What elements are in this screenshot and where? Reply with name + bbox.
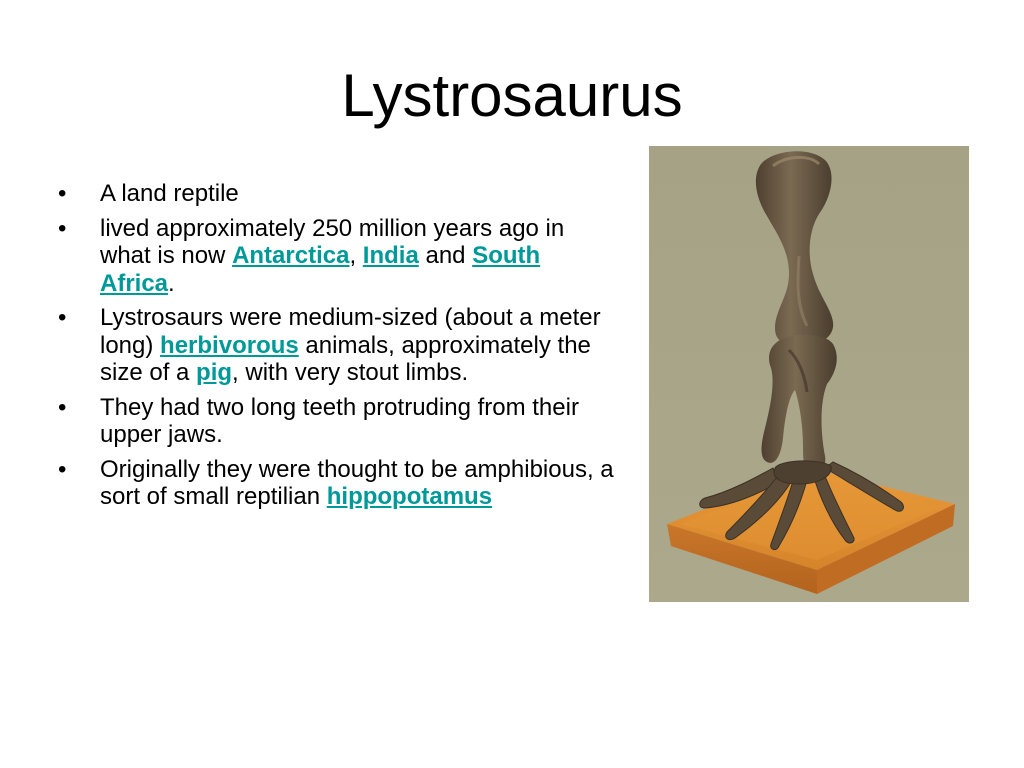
bullet-marker: • — [58, 455, 67, 483]
pig-link[interactable]: pig — [196, 359, 233, 386]
fossil-photo — [649, 146, 969, 602]
bullet-list — [58, 180, 618, 518]
bullet-item — [58, 394, 618, 449]
bullet-marker: • — [58, 304, 67, 331]
bullet-marker: • — [58, 180, 67, 207]
bullet-text: Originally they were thought to be amphibious, a sort of small reptilian — [100, 455, 614, 510]
bullet-text: They had two long teeth protruding from their upper jaws. — [100, 393, 579, 448]
bullet-text: lived approximately 250 million years ago in what is now — [100, 214, 565, 269]
bullet-text: Lystrosaurs were medium-sized (about a meter long) — [100, 304, 601, 359]
bullet-marker: • — [58, 393, 67, 421]
bullet-item — [58, 456, 618, 511]
south-africa-link[interactable]: South Africa — [100, 242, 541, 297]
bullet-text: A land reptile — [100, 180, 239, 207]
herbivorous-link[interactable]: herbivorous — [160, 331, 299, 359]
bullet-item — [58, 180, 618, 208]
bullet-text: and — [418, 242, 473, 269]
hippopotamus-link[interactable]: hippopotamus — [326, 483, 493, 510]
bullet-item — [58, 215, 618, 298]
antarctica-link[interactable]: Antarctica — [232, 242, 350, 269]
bullet-text: animals, approximately the size of a — [100, 331, 591, 386]
bullet-text: , — [349, 242, 363, 269]
bullet-text: . — [168, 269, 175, 297]
bullet-marker: • — [58, 214, 67, 242]
bullet-item — [58, 304, 618, 387]
india-link[interactable]: India — [362, 242, 419, 269]
slide-title: Lystrosaurus — [341, 62, 683, 129]
bullet-text: , with very stout limbs. — [232, 359, 469, 386]
